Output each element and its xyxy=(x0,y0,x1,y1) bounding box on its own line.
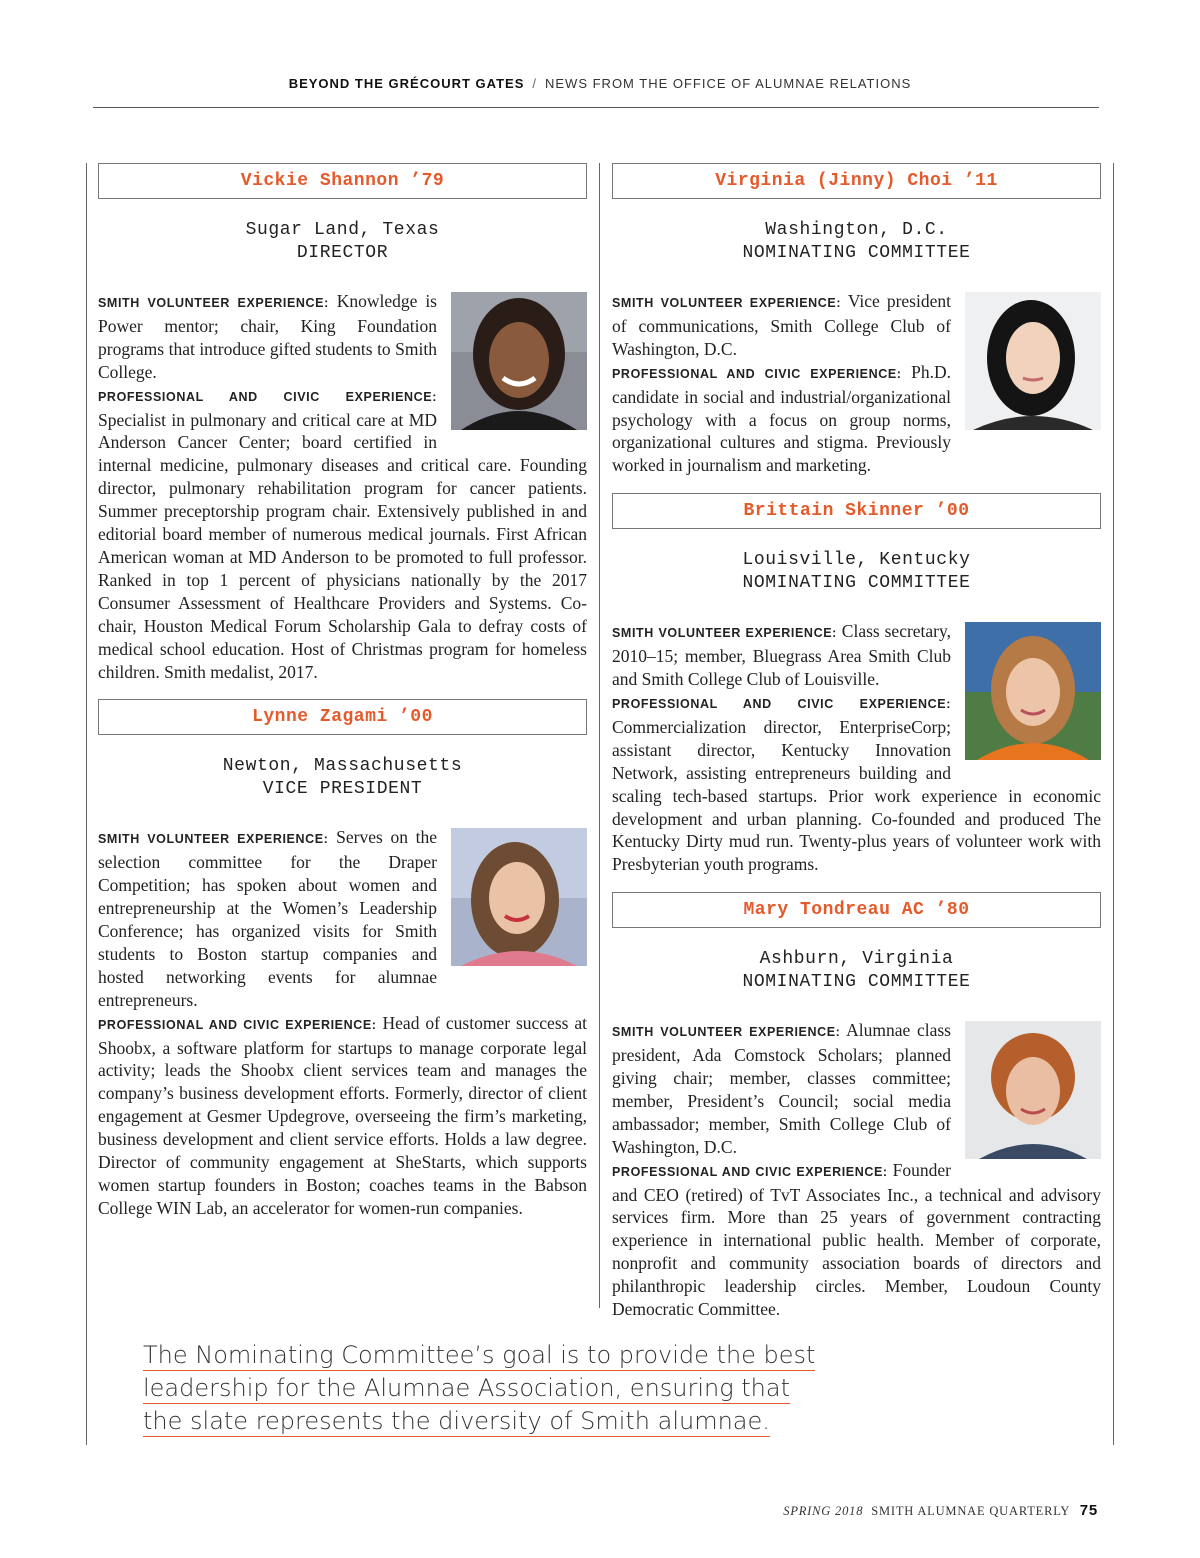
page-footer xyxy=(783,1502,1098,1519)
candidate-role: DIRECTOR xyxy=(296,243,389,263)
candidate-location: Louisville, Kentucky xyxy=(742,550,971,571)
candidate-name: Brittain Skinner ’00 xyxy=(612,493,1101,529)
candidate-bio xyxy=(612,1019,1101,1321)
volunteer-text: Serves on the selection committee for the Draper Competition; has spoken about women and entrepreneurship at the Women’s Leadership Conference; has organized visits for Smith students to Boston startup companies and hosted networking events for alumnae entrepreneurs. xyxy=(98,827,437,1010)
candidate-lynne-zagami xyxy=(98,699,587,1219)
candidate-photo xyxy=(965,292,1101,430)
header-brand: BEYOND THE GRÉCOURT GATES xyxy=(288,76,525,91)
candidate-name: Vickie Shannon ’79 xyxy=(98,163,587,199)
volunteer-label: SMITH VOLUNTEER EXPERIENCE: xyxy=(98,832,329,847)
candidate-role: NOMINATING COMMITTEE xyxy=(742,243,971,263)
right-column xyxy=(612,163,1101,1337)
professional-label: PROFESSIONAL AND CIVIC EXPERIENCE: xyxy=(98,389,437,404)
candidate-photo xyxy=(451,292,587,430)
professional-text: Head of customer success at Shoobx, a software platform for startups to manage corporate legal activity; leads the Shoobx client services team and manages the company’s business development efforts. Formerly, director of client engagement at Gesmer Updegrove, overseeing the firm’s marketing, business development and client service efforts. Holds a law degree. Director of community engagement at SheStarts, which supports women startup founders in Boston; coaches teams in the Babson College WIN Lab, an accelerator for women-run companies. xyxy=(98,1012,587,1218)
candidate-photo xyxy=(965,622,1101,760)
pull-quote-line: the slate represents the diversity of Smith alumnae. xyxy=(143,1407,770,1435)
volunteer-label: SMITH VOLUNTEER EXPERIENCE: xyxy=(612,296,842,310)
footer-publication: SMITH ALUMNAE QUARTERLY xyxy=(871,1504,1070,1518)
candidate-bio xyxy=(98,826,587,1219)
pull-quote-line: leadership for the Alumnae Association, ensuring that xyxy=(143,1374,791,1402)
candidate-role: NOMINATING COMMITTEE xyxy=(742,573,971,594)
volunteer-text: Vice president of communications, Smith College Club of Washington, D.C. xyxy=(612,291,951,359)
candidate-vickie-shannon xyxy=(98,163,587,683)
header-separator: / xyxy=(532,76,537,91)
professional-label: PROFESSIONAL AND CIVIC EXPERIENCE: xyxy=(612,696,951,711)
candidate-location: Washington, D.C. xyxy=(765,220,948,240)
pull-quote xyxy=(143,1340,843,1439)
professional-text: Ph.D. candidate in social and industrial/organizational psychology with a focus on group norms, organizational cultures and stigma. Previously worked in journalism and marketing. xyxy=(612,361,951,476)
footer-season: SPRING 2018 xyxy=(783,1504,864,1518)
candidate-location: Newton, Massachusetts xyxy=(222,756,463,777)
volunteer-text: Knowledge is Power mentor; chair, King Foundation programs that introduce gifted students to Smith College. xyxy=(98,291,437,382)
candidate-name: Lynne Zagami ’00 xyxy=(98,699,587,735)
volunteer-label: SMITH VOLUNTEER EXPERIENCE: xyxy=(612,626,837,641)
candidate-name: Virginia (Jinny) Choi ’11 xyxy=(612,163,1101,199)
professional-text: Commercialization director, EnterpriseCorp; assistant director, Kentucky Innovation Network, assisting entrepreneurs building and scaling tech-based startups. Prior work experience in economic development and urban planning. Co-founded and produced The Kentucky Dirty mud run. Twenty-plus years of volunteer work with Presbyterian youth programs. xyxy=(612,716,1101,875)
volunteer-label: SMITH VOLUNTEER EXPERIENCE: xyxy=(98,296,329,310)
professional-label: PROFESSIONAL AND CIVIC EXPERIENCE: xyxy=(98,1017,377,1032)
volunteer-text: Alumnae class president, Ada Comstock Scholars; planned giving chair; member, classes committee; member, President’s Council; social media ambassador; member, Smith College Club of Washington, D.C. xyxy=(612,1020,951,1157)
header-rule xyxy=(93,107,1099,108)
right-rule xyxy=(1113,163,1114,1445)
volunteer-label: SMITH VOLUNTEER EXPERIENCE: xyxy=(612,1025,841,1040)
candidate-bio xyxy=(612,620,1101,876)
candidate-bio xyxy=(612,290,1101,477)
page-number: 75 xyxy=(1079,1502,1098,1519)
candidate-photo xyxy=(451,828,587,966)
header-section: NEWS FROM THE OFFICE OF ALUMNAE RELATIONS xyxy=(545,76,912,91)
left-rule xyxy=(86,163,87,1445)
candidate-name: Mary Tondreau AC ’80 xyxy=(612,892,1101,928)
candidate-location: Sugar Land, Texas xyxy=(245,220,440,240)
candidate-virginia-choi xyxy=(612,163,1101,477)
candidate-photo xyxy=(965,1021,1101,1159)
center-rule xyxy=(599,163,600,1308)
candidate-role: NOMINATING COMMITTEE xyxy=(742,972,971,993)
left-column xyxy=(98,163,587,1236)
professional-label: PROFESSIONAL AND CIVIC EXPERIENCE: xyxy=(612,366,902,381)
candidate-brittain-skinner xyxy=(612,493,1101,876)
candidate-bio xyxy=(98,290,587,683)
candidate-location: Ashburn, Virginia xyxy=(759,949,954,970)
candidate-role: VICE PRESIDENT xyxy=(262,779,423,800)
pull-quote-line: The Nominating Committee’s goal is to provide the best xyxy=(143,1341,816,1369)
volunteer-text: Class secretary, 2010–15; member, Bluegrass Area Smith Club and Smith College Club of Louisville. xyxy=(612,621,951,690)
candidate-mary-tondreau xyxy=(612,892,1101,1321)
running-header xyxy=(0,76,1200,91)
professional-text: Specialist in pulmonary and critical care at MD Anderson Cancer Center; board certified in internal medicine, pulmonary diseases and critical care. Founding director, pulmonary rehabilitation program for cancer patients. Summer preceptorship program chair. Extensively published in and editorial board member of numerous medical journals. First African American woman at MD Anderson to be promoted to full professor. Ranked in top 1 percent of physicians nationally by the 2017 Consumer Assessment of Healthcare Providers and Systems. Co-chair, Houston Medical Forum Scholarship Gala to defray costs of medical school education. Host of Christmas program for homeless children. Smith medalist, 2017. xyxy=(98,409,587,682)
professional-label: PROFESSIONAL AND CIVIC EXPERIENCE: xyxy=(612,1164,888,1179)
professional-text: Founder and CEO (retired) of TvT Associates Inc., a technical and advisory services firm. More than 25 years of government contracting experience in international public health. Member of corporate, nonprofit and community association boards of directors and philanthropic leadership circles. Member, Loudoun County Democratic Committee. xyxy=(612,1159,1101,1320)
